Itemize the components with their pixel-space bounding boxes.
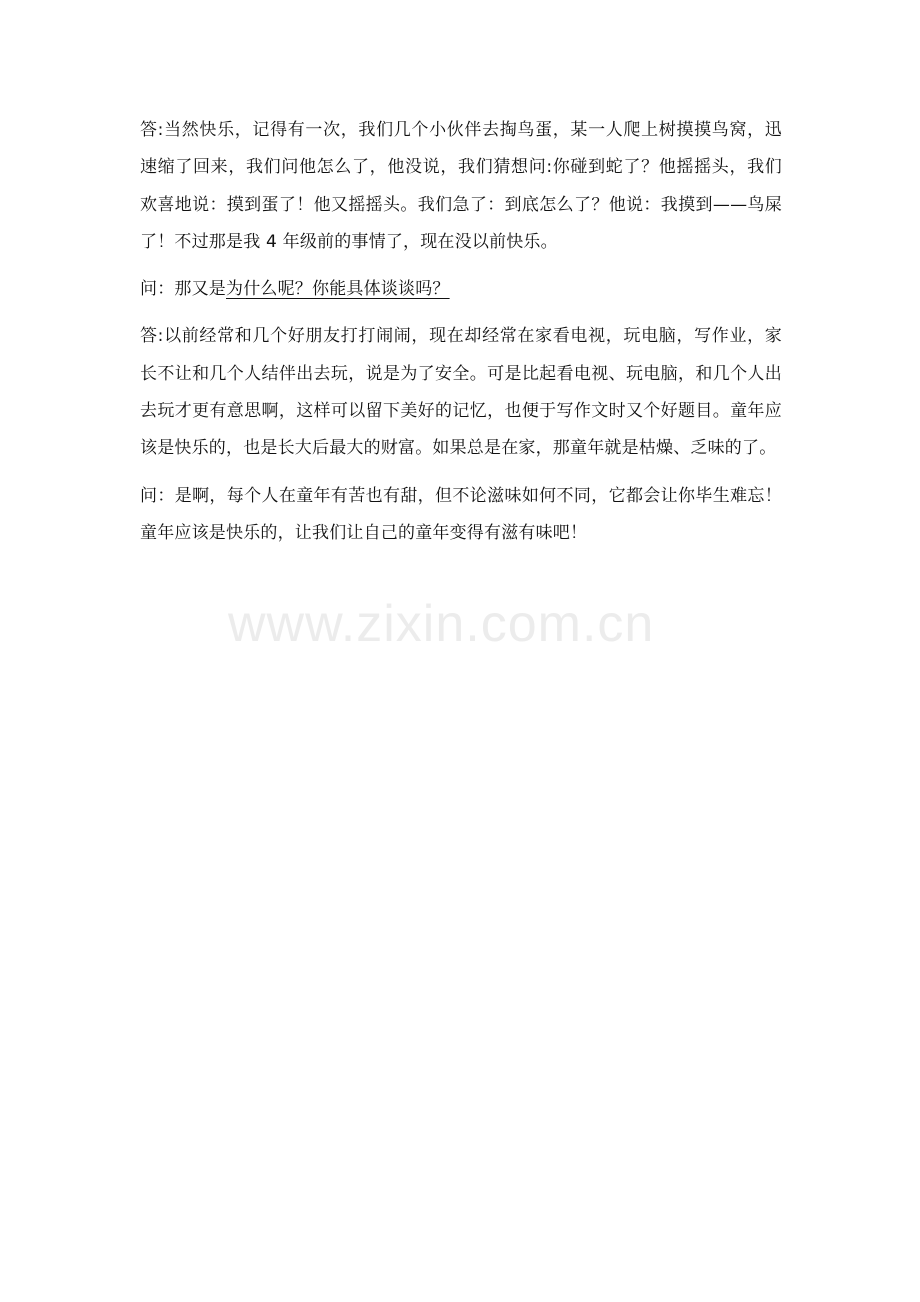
question-paragraph-2 [140,271,782,308]
answer-paragraph-1: 答:当然快乐，记得有一次，我们几个小伙伴去掏鸟蛋，某一人爬上树摸摸鸟窝，迅速缩了回来，我们问他怎么了，他没说，我们猜想问:你碰到蛇了？他摇摇头，我们欢喜地说：摸到蛋了！他又摇摇头。我们急了：到底怎么了？他说：我摸到——鸟屎了！不过那是我 4 年级前的事情了，现在没以前快乐。 [140,120,782,252]
question-paragraph-3: 问：是啊，每个人在童年有苦也有甜，但不论滋味如何不同，它都会让你毕生难忘！童年应该是快乐的，让我们让自己的童年变得有滋有味吧！ [140,485,782,543]
question-2-underlined-text: 为什么呢？你能具体谈谈吗？ [226,279,450,300]
question-2-prefix: 问：那又是 [140,279,226,300]
site-watermark: www.zixin.com.cn [228,595,655,653]
document-body [140,112,782,562]
answer-paragraph-2: 答:以前经常和几个好朋友打打闹闹，现在却经常在家看电视，玩电脑，写作业，家长不让和几个人结伴出去玩，说是为了安全。可是比起看电视、玩电脑，和几个人出去玩才更有意思啊，这样可以留下美好的记忆，也便于写作文时又个好题目。童年应该是快乐的，也是长大后最大的财富。如果总是在家，那童年就是枯燥、乏味的了。 [140,326,782,459]
